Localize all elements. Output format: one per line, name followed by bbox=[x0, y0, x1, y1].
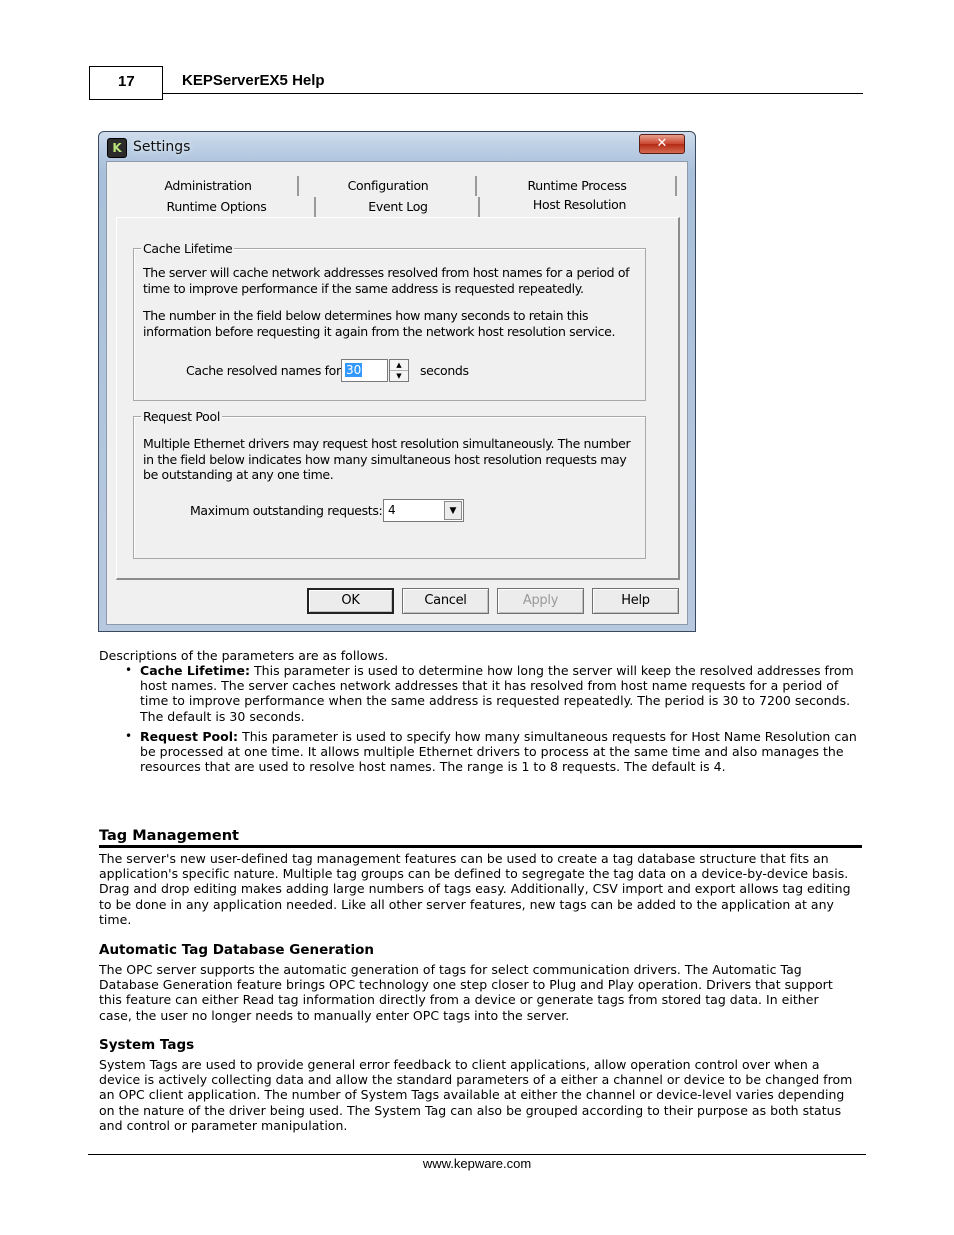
page-number: 17 bbox=[89, 66, 163, 100]
apply-button[interactable]: Apply bbox=[497, 588, 584, 614]
footer-url[interactable]: www.kepware.com bbox=[422, 1156, 532, 1171]
system-tags-heading: System Tags bbox=[99, 1037, 195, 1053]
tab-host-resolution[interactable]: Host Resolution bbox=[481, 196, 678, 218]
max-requests-select[interactable] bbox=[383, 499, 464, 522]
header-divider bbox=[163, 93, 863, 94]
ok-button[interactable]: OK bbox=[307, 588, 394, 614]
spin-up-icon[interactable]: ▲ bbox=[396, 361, 402, 369]
tab-event-log[interactable]: Event Log bbox=[318, 197, 480, 217]
tag-management-paragraph: The server's new user-defined tag management features can be used to create a tag database structure that fits an application's specific nature. Multiple tag groups can be defined to segregate the tag data on a device-by-device basis. Drag and drop editing makes adding large numbers of tags easy. Additionally, CSV import and export allows tag editing to be done in any application needed. Like all other server features, new tags can be added to the application at any time. bbox=[99, 851, 851, 927]
dropdown-arrow-icon[interactable]: ▼ bbox=[444, 501, 462, 520]
auto-tag-paragraph: The OPC server supports the automatic generation of tags for select communication drivers. The Automatic Tag Database Generation feature brings OPC technology one step closer to Plug and Play operation. Drivers that support this feature can either Read tag information directly from a device or generate tags from stored tag data. In either case, the user no longer needs to manually enter OPC tags into the server. bbox=[99, 962, 833, 1023]
cache-lifetime-detail: The number in the field below determines how many seconds to retain this information before requesting it again from the network host resolution service. bbox=[143, 308, 616, 339]
request-pool-legend: Request Pool bbox=[143, 409, 221, 424]
cancel-button[interactable]: Cancel bbox=[402, 588, 489, 614]
bullet-icon: • bbox=[125, 729, 133, 743]
cache-seconds-input[interactable]: 30 bbox=[341, 359, 388, 382]
document-title: KEPServerEX5 Help bbox=[182, 72, 325, 89]
footer-divider bbox=[88, 1154, 866, 1155]
tab-administration[interactable]: Administration bbox=[119, 176, 299, 196]
cache-seconds-spinner[interactable] bbox=[389, 359, 409, 382]
auto-tag-heading: Automatic Tag Database Generation bbox=[99, 942, 374, 958]
cache-lifetime-description: The server will cache network addresses resolved from host names for a period of time to improve performance if the same address is requested repeatedly. bbox=[143, 265, 630, 296]
section-divider bbox=[99, 845, 862, 848]
tab-runtime-options[interactable]: Runtime Options bbox=[119, 197, 316, 217]
kepserver-app-icon: K bbox=[107, 138, 127, 158]
tag-management-heading: Tag Management bbox=[99, 828, 239, 844]
tab-configuration[interactable]: Configuration bbox=[301, 176, 477, 196]
descriptions-intro: Descriptions of the parameters are as follows. bbox=[99, 648, 389, 663]
tab-runtime-process[interactable]: Runtime Process bbox=[479, 176, 677, 196]
request-pool-bullet: Request Pool: This parameter is used to specify how many simultaneous requests for Host Name Resolution can be processed at one time. It allows multiple Ethernet drivers to process at the same time and also manages the resources that are used to resolve host names. The range is 1 to 8 requests. The default is 4. bbox=[140, 729, 857, 775]
cache-seconds-unit: seconds bbox=[420, 363, 469, 378]
max-requests-label: Maximum outstanding requests: bbox=[190, 503, 383, 518]
close-icon[interactable]: ✕ bbox=[639, 134, 685, 154]
cache-lifetime-bullet: Cache Lifetime: This parameter is used to determine how long the server will keep the resolved addresses from host names. The server caches network addresses that it has resolved from host name requests for a period of time to improve performance when the same address is requested repeatedly. The period is 30 to 7200 seconds. The default is 30 seconds. bbox=[140, 663, 854, 724]
dialog-title: Settings bbox=[133, 139, 191, 155]
bullet-icon: • bbox=[125, 663, 133, 677]
help-button[interactable]: Help bbox=[592, 588, 679, 614]
cache-resolved-label: Cache resolved names for bbox=[186, 363, 341, 378]
cache-lifetime-legend: Cache Lifetime bbox=[143, 241, 233, 256]
request-pool-description: Multiple Ethernet drivers may request host resolution simultaneously. The number in the field below indicates how many simultaneous host resolution requests may be outstanding at any one time. bbox=[143, 436, 631, 482]
system-tags-paragraph: System Tags are used to provide general error feedback to client applications, allow operation control over when a device is actively collecting data and allow the standard parameters of a either a channel or device to be changed from an OPC client application. The number of System Tags available at either the channel or device-level varies depending on the nature of the driver being used. The System Tag can also be grouped according to their purpose as both status and control or parameter manipulation. bbox=[99, 1057, 853, 1133]
spin-down-icon[interactable]: ▼ bbox=[390, 370, 408, 381]
max-requests-value: 4 bbox=[388, 503, 396, 517]
